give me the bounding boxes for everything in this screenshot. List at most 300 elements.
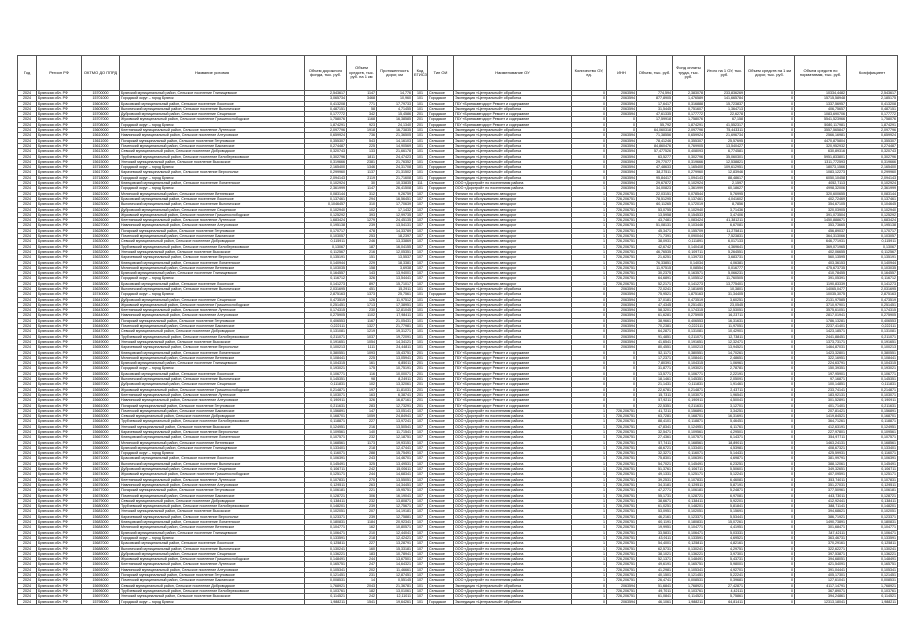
cell-v4: 1 (572, 451, 607, 456)
cell-v7: 0,121451 (673, 573, 705, 578)
cell-region: Брянская обл. РФ (37, 578, 82, 583)
cell-v7: 0,165751 (673, 562, 705, 567)
cell-v1: 2,094143 (305, 175, 347, 180)
cell-kind: Сельское (428, 408, 454, 413)
cell-oktmo: 15676000 (82, 482, 120, 487)
cell-region: Брянская обл. РФ (37, 239, 82, 244)
cell-oktmo: 15617000 (82, 170, 120, 175)
cell-region: Брянская обл. РФ (37, 451, 82, 456)
cell-v11: 0,380551 (847, 350, 898, 355)
cell-region: Брянская обл. РФ (37, 313, 82, 318)
cell-v3: 17,38951 (377, 302, 413, 307)
cell-v9: 0 (745, 91, 795, 96)
cell-year: 2024 (18, 260, 37, 265)
cell-v3: 17,1432 (377, 207, 413, 212)
cell-v2: 242 (347, 467, 377, 472)
cell-v6: 29,77077 (637, 159, 673, 164)
cell-v8: 6,774581 (705, 149, 745, 154)
cell-v10: 402,06655 (795, 249, 847, 254)
cell-v10: 100,14851 (795, 382, 847, 387)
cell-code: 107 (413, 408, 428, 413)
cell-v11: 0,174315 (847, 308, 898, 313)
cell-v6: 63,5277 (637, 154, 673, 159)
cell-v9: 0 (745, 350, 795, 355)
cell-v9: 0 (745, 387, 795, 392)
cell-v8: 11,275811 (705, 228, 745, 233)
cell-kind: Сельское (428, 276, 454, 281)
cell-oktmo: 15687000 (82, 541, 120, 546)
cell-v4: 0 (572, 170, 607, 175)
cell-v5: 726,206751 (607, 191, 637, 196)
cell-code: 201 (413, 112, 428, 117)
cell-code: 101 (413, 154, 428, 159)
cell-kind: Сельское (428, 414, 454, 419)
cell-v9: 0 (745, 451, 795, 456)
cell-v5: 0 (607, 377, 637, 382)
cell-v10: 364,71261 (795, 419, 847, 424)
cell-v1: 0,174315 (305, 308, 347, 313)
cell-v7: 0,191651 (673, 339, 705, 344)
cell-v2: 221 (347, 488, 377, 493)
cell-v8: 5,98001 (705, 562, 745, 567)
cell-v1: 0,214871 (305, 387, 347, 392)
cell-name: Унечский муниципальный район, Сельское поселение Высокское (120, 509, 305, 514)
cell-region: Брянская обл. РФ (37, 514, 82, 519)
cell-kind: Сельское (428, 403, 454, 408)
cell-name: Клинцовский муниципальный район, Сельское поселение Лопатенское (120, 350, 305, 355)
cell-v1: 0,130241 (305, 546, 347, 551)
column-header-code: Код ЕГИСЗ (413, 56, 428, 91)
cell-v1: 0,104771 (305, 525, 347, 530)
cell-v10: 397,53871 (795, 551, 847, 556)
cell-v9: 0 (745, 101, 795, 106)
cell-v3: 17,79733 (377, 101, 413, 106)
cell-kind: Сельское (428, 477, 454, 482)
cell-v2: 175 (347, 366, 377, 371)
cell-v7: 0,102924 (673, 181, 705, 186)
cell-year: 2024 (18, 165, 37, 170)
cell-v6: 22,03151 (637, 191, 673, 196)
cell-org: Экспедиция «Центральный» обработка (454, 138, 572, 143)
cell-v3: 10,960 (377, 96, 413, 101)
cell-year: 2024 (18, 212, 37, 217)
cell-v8: 10,3801 (705, 286, 745, 291)
cell-v5: 726,206751 (607, 430, 637, 435)
cell-v1: 1,874291 (305, 122, 347, 127)
cell-v10: 391,05391 (795, 276, 847, 281)
cell-v10: 2817,01941 (795, 313, 847, 318)
cell-v6: 49,1331 (637, 472, 673, 477)
cell-oktmo: 15638000 (82, 281, 120, 286)
cell-code: 101 (413, 324, 428, 329)
cell-kind: Сельское (428, 371, 454, 376)
cell-v5: 2063594 (607, 345, 637, 350)
cell-v7: 0,190911 (673, 398, 705, 403)
cell-oktmo: 15694000 (82, 578, 120, 583)
cell-v3: 12,75671 (377, 504, 413, 509)
cell-v11: 0,355307 (847, 138, 898, 143)
cell-v6: 38,27511 (637, 170, 673, 175)
cell-region: Брянская обл. РФ (37, 430, 82, 435)
cell-v1: 0,473519 (305, 297, 347, 302)
column-header-org: Наименование ОУ (454, 56, 572, 91)
cell-v5: 726,206751 (607, 424, 637, 429)
cell-year: 2024 (18, 430, 37, 435)
cell-code: 201 (413, 403, 428, 408)
cell-v1: 0,168701 (305, 414, 347, 419)
cell-name: Городской округ – город Брянск (120, 366, 305, 371)
cell-region: Брянская обл. РФ (37, 530, 82, 535)
cell-v8: 6,97081 (705, 493, 745, 498)
cell-year: 2024 (18, 583, 37, 588)
cell-v5: 2063594 (607, 318, 637, 323)
cell-v5: 0 (607, 403, 637, 408)
cell-oktmo: 15648000 (82, 334, 120, 339)
cell-v3: 11,81031 (377, 387, 413, 392)
cell-v9: 0 (745, 234, 795, 239)
cell-org: Экспедиция «Центральный» обработка (454, 165, 572, 170)
cell-v9: 0 (745, 181, 795, 186)
cell-region: Брянская обл. РФ (37, 345, 82, 350)
cell-v3: 12,18751 (377, 435, 413, 440)
cell-year: 2024 (18, 149, 37, 154)
cell-v6: 46,1061 (637, 599, 673, 604)
cell-name: Мглинский муниципальный район, Сельское поселение Ветлевское (120, 525, 305, 530)
cell-year: 2024 (18, 117, 37, 122)
cell-v8: 12,53051 (705, 308, 745, 313)
cell-code: 107 (413, 451, 428, 456)
cell-region: Брянская обл. РФ (37, 525, 82, 530)
cell-v3: 10,78941 (377, 551, 413, 556)
cell-name: Трубчевский муниципальный район, Сельское поселение Белоберезковское (120, 588, 305, 593)
cell-year: 2024 (18, 196, 37, 201)
cell-v4: 1 (572, 186, 607, 191)
cell-code: 201 (413, 382, 428, 387)
cell-oktmo: 15708000 (82, 122, 120, 127)
cell-v2: 187 (347, 244, 377, 249)
cell-org: Экспедиция «Центральный» обработка (454, 128, 572, 133)
cell-v4: 1 (572, 588, 607, 593)
cell-v10: 97,16871 (795, 377, 847, 382)
cell-v11: 0,131081 (847, 329, 898, 334)
cell-v9: 0 (745, 514, 795, 519)
cell-v2: 140 (347, 430, 377, 435)
cell-v7: 0,08554 (673, 265, 705, 270)
cell-year: 2024 (18, 366, 37, 371)
cell-name: Карачевский муниципальный район, Сельское поселение Верхополье (120, 345, 305, 350)
cell-v11: 0,413208 (847, 101, 898, 106)
cell-v10: 207,81421 (795, 408, 847, 413)
cell-v1: 0,133401 (305, 445, 347, 450)
cell-v1: 0,170717 (305, 228, 347, 233)
cell-name: Выгоничский муниципальный район, Сельское поселение Выгоничское (120, 286, 305, 291)
cell-v6: 48,6721 (637, 445, 673, 450)
cell-org: ООО «Дорстрой» по поселениям района (454, 573, 572, 578)
cell-year: 2024 (18, 520, 37, 525)
cell-oktmo: 15611000 (82, 138, 120, 143)
cell-v5: 2063594 (607, 154, 637, 159)
cell-v8: 5,92201 (705, 498, 745, 503)
cell-v2: 312 (347, 191, 377, 196)
cell-v11: 0,102940 (847, 207, 898, 212)
cell-v10: 4470,875804 (795, 138, 847, 143)
cell-code: 107 (413, 461, 428, 466)
cell-v7: 0,106711 (673, 467, 705, 472)
cell-v2: 736 (347, 133, 377, 138)
cell-year: 2024 (18, 286, 37, 291)
cell-v11: 0,100213 (847, 345, 898, 350)
cell-v7: 0,140418 (673, 244, 705, 249)
cell-oktmo: 15635000 (82, 265, 120, 270)
cell-v2: 102 (347, 382, 377, 387)
cell-v1: 0,106181 (305, 488, 347, 493)
cell-code: 101 (413, 345, 428, 350)
cell-code: 201 (413, 392, 428, 397)
cell-kind: Сельское (428, 159, 454, 164)
cell-v9: 0 (745, 562, 795, 567)
cell-name: Жуковский муниципальный район, Сельское поселение Гришинослободское (120, 557, 305, 562)
cell-v1: 0,102924 (305, 181, 347, 186)
cell-code: 107 (413, 504, 428, 509)
cell-v2: 225 (347, 143, 377, 148)
cell-region: Брянская обл. РФ (37, 546, 82, 551)
cell-region: Брянская обл. РФ (37, 541, 82, 546)
cell-code: 107 (413, 578, 428, 583)
cell-v6: 18,1461 (637, 377, 673, 382)
cell-kind: Сельское (428, 196, 454, 201)
cell-code: 107 (413, 249, 428, 254)
cell-org: Филиал по обслуживанию автодорог (454, 196, 572, 201)
cell-region: Брянская обл. РФ (37, 122, 82, 127)
cell-code: 101 (413, 175, 428, 180)
cell-v5: 2063594 (607, 329, 637, 334)
cell-v5: 726,206751 (607, 546, 637, 551)
cell-v3: 21,36505 (377, 133, 413, 138)
cell-v6: 17,6417 (637, 101, 673, 106)
cell-name: Севский муниципальный район, Сельское поселение Доброводское (120, 329, 305, 334)
cell-v7: 0,168561 (673, 440, 705, 445)
cell-v8: 16,31631 (705, 318, 745, 323)
cell-v2: 1147 (347, 186, 377, 191)
cell-v9: 0 (745, 467, 795, 472)
cell-v1: 2,875163 (305, 292, 347, 297)
cell-v2: 30 (347, 181, 377, 186)
column-header-v9: Объем средств на 1 км дорог, тыс. руб. (745, 56, 795, 91)
cell-v2: 1147 (347, 91, 377, 96)
cell-v6: 61,6281 (637, 313, 673, 318)
cell-v4: 1 (572, 520, 607, 525)
cell-v2: 1137 (347, 170, 377, 175)
cell-v7: 0,109711 (673, 249, 705, 254)
cell-v2: 163 (347, 392, 377, 397)
cell-v3: 14,19181 (377, 509, 413, 514)
cell-v9: 0 (745, 530, 795, 535)
cell-v10: 388,12061 (795, 461, 847, 466)
cell-kind: Сельское (428, 456, 454, 461)
cell-year: 2024 (18, 482, 37, 487)
cell-name: Выгоничский муниципальный район, Сельское поселение Выгоничское (120, 202, 305, 207)
cell-name: Дубровский муниципальный район, Сельское поселение Сещинское (120, 112, 305, 117)
cell-v5: 726,206751 (607, 551, 637, 556)
cell-v6: 55,1731 (637, 493, 673, 498)
cell-oktmo: 15626000 (82, 218, 120, 223)
cell-v4: 0 (572, 138, 607, 143)
cell-year: 2024 (18, 292, 37, 297)
cell-v7: 0,275905 (673, 313, 705, 318)
cell-year: 2024 (18, 398, 37, 403)
cell-v2: 218 (347, 535, 377, 540)
cell-v8: 4,369641 (705, 244, 745, 249)
cell-code: 107 (413, 498, 428, 503)
cell-v7: 0,211071 (673, 334, 705, 339)
cell-v1: 1,758076 (305, 117, 347, 122)
cell-v3: 13,28791 (377, 541, 413, 546)
cell-v4: 1 (572, 234, 607, 239)
cell-v8: 0,016777 (705, 265, 745, 270)
cell-year: 2024 (18, 249, 37, 254)
cell-org: ООО «Дорстрой» по поселениям района (454, 567, 572, 572)
cell-v10: 377,50961 (795, 488, 847, 493)
cell-name: Брянский муниципальный район, Сельское поселение Глинищевское (120, 361, 305, 366)
cell-v10: 4117,14791 (795, 583, 847, 588)
cell-year: 2024 (18, 207, 37, 212)
cell-org: Экспедиция «Центральный» обработка (454, 324, 572, 329)
cell-v2: 239 (347, 514, 377, 519)
cell-v3: 14,90569 (377, 143, 413, 148)
cell-name: Брасовский муниципальный район, Сельское поселение Локотское (120, 371, 305, 376)
cell-v1: 0,190911 (305, 398, 347, 403)
cell-v7: 0,177772 (673, 112, 705, 117)
cell-v5: 2063594 (607, 96, 637, 101)
cell-v11: 0,107831 (847, 477, 898, 482)
cell-code: 107 (413, 271, 428, 276)
cell-name: Карачевский муниципальный район, Сельское поселение Верхополье (120, 514, 305, 519)
cell-v8: 3,71436 (705, 207, 745, 212)
cell-v10: 5541,523966 (795, 117, 847, 122)
cell-v4: 0 (572, 334, 607, 339)
cell-v11: 2,031695 (847, 286, 898, 291)
cell-v10: 443,73011 (795, 493, 847, 498)
cell-v11: 1,683424 (847, 218, 898, 223)
cell-v11: 0,156891 (847, 408, 898, 413)
cell-v10: 4052,7113 (795, 181, 847, 186)
cell-v4: 1 (572, 504, 607, 509)
cell-oktmo: 15689000 (82, 551, 120, 556)
cell-v11: 0,111831 (847, 382, 898, 387)
cell-code: 201 (413, 117, 428, 122)
cell-name: Трубчевский муниципальный район, Сельское поселение Белоберезковское (120, 244, 305, 249)
cell-org: ООО «Дорстрой» по поселениям района (454, 477, 572, 482)
cell-v2: 232 (347, 498, 377, 503)
cell-v1: 0,319666 (305, 159, 347, 164)
cell-v2: 58 (347, 106, 377, 111)
cell-v7: 0,105341 (673, 567, 705, 572)
cell-v2: 102 (347, 207, 377, 212)
cell-v2: 1168 (347, 117, 377, 122)
cell-v4: 1 (572, 408, 607, 413)
cell-v4: 1 (572, 541, 607, 546)
cell-region: Брянская обл. РФ (37, 143, 82, 148)
cell-v7: 0,123371 (673, 514, 705, 519)
cell-org: ООО «Дорстрой» по поселениям района (454, 588, 572, 593)
cell-v4: 1 (572, 562, 607, 567)
cell-v11: 0,125811 (847, 541, 898, 546)
cell-org: Экспедиция «Центральный» обработка (454, 149, 572, 154)
cell-v9: 0 (745, 541, 795, 546)
column-header-v11: Коэффициент (847, 56, 898, 91)
cell-v1: 0,135191 (305, 255, 347, 260)
cell-v3: 12,75881 (377, 514, 413, 519)
cell-kind: Городское (428, 117, 454, 122)
cell-region: Брянская обл. РФ (37, 440, 82, 445)
cell-v3: 13,80871 (377, 498, 413, 503)
cell-v11: 0,135191 (847, 255, 898, 260)
cell-v11: 0,129511 (847, 482, 898, 487)
cell-year: 2024 (18, 223, 37, 228)
cell-oktmo: 15612000 (82, 143, 120, 148)
cell-code: 107 (413, 541, 428, 546)
cell-v2: 1037 (347, 334, 377, 339)
cell-v9: 0 (745, 377, 795, 382)
cell-v4: 0 (572, 96, 607, 101)
cell-v9: 0 (745, 170, 795, 175)
cell-v8: 10,42901 (705, 329, 745, 334)
cell-v11: 0,275905 (847, 313, 898, 318)
cell-region: Брянская обл. РФ (37, 212, 82, 217)
cell-v4: 0 (572, 175, 607, 180)
cell-v11: 0,211631 (847, 403, 898, 408)
cell-kind: Сельское (428, 313, 454, 318)
cell-v6: 42,6742 (637, 244, 673, 249)
cell-v1: 0,105341 (305, 567, 347, 572)
cell-v2: 1111 (347, 345, 377, 350)
cell-kind: Сельское (428, 467, 454, 472)
cell-v6: 38,9661 (637, 318, 673, 323)
cell-v1: 0,141273 (305, 281, 347, 286)
cell-v10: 3710,97901 (795, 302, 847, 307)
cell-v10: 224,63791 (795, 361, 847, 366)
cell-v9: 0 (745, 223, 795, 228)
cell-v8: 25,57695 (705, 138, 745, 143)
cell-region: Брянская обл. РФ (37, 159, 82, 164)
cell-name: Клетнянский муниципальный район, Сельское поселение Лутенское (120, 562, 305, 567)
cell-v10: 14065,0477 (795, 286, 847, 291)
cell-v1: 0,302796 (305, 154, 347, 159)
cell-v2: 227 (347, 541, 377, 546)
cell-org: ООО «Дорстрой» по поселениям района (454, 440, 572, 445)
cell-v10: 233,74141 (795, 387, 847, 392)
cell-v2: 210 (347, 530, 377, 535)
cell-v11: 2,165400 (847, 165, 898, 170)
cell-oktmo: 15691000 (82, 562, 120, 567)
cell-v5: 2063594 (607, 599, 637, 604)
cell-v4: 1 (572, 260, 607, 265)
cell-v6: 21,6251 (637, 255, 673, 260)
cell-region: Брянская обл. РФ (37, 186, 82, 191)
cell-year: 2024 (18, 329, 37, 334)
cell-v10: 2237,41401 (795, 324, 847, 329)
cell-v2: 116 (347, 371, 377, 376)
cell-oktmo: 15675000 (82, 477, 120, 482)
cell-v6: 95,84417 (637, 175, 673, 180)
cell-v5: 2063594 (607, 101, 637, 106)
cell-org: Филиал по обслуживанию автодорог (454, 191, 572, 196)
cell-v2: 1279 (347, 218, 377, 223)
cell-v10: 475,673735 (795, 265, 847, 270)
cell-v3: 10,75191 (377, 366, 413, 371)
cell-kind: Сельское (428, 445, 454, 450)
cell-region: Брянская обл. РФ (37, 403, 82, 408)
